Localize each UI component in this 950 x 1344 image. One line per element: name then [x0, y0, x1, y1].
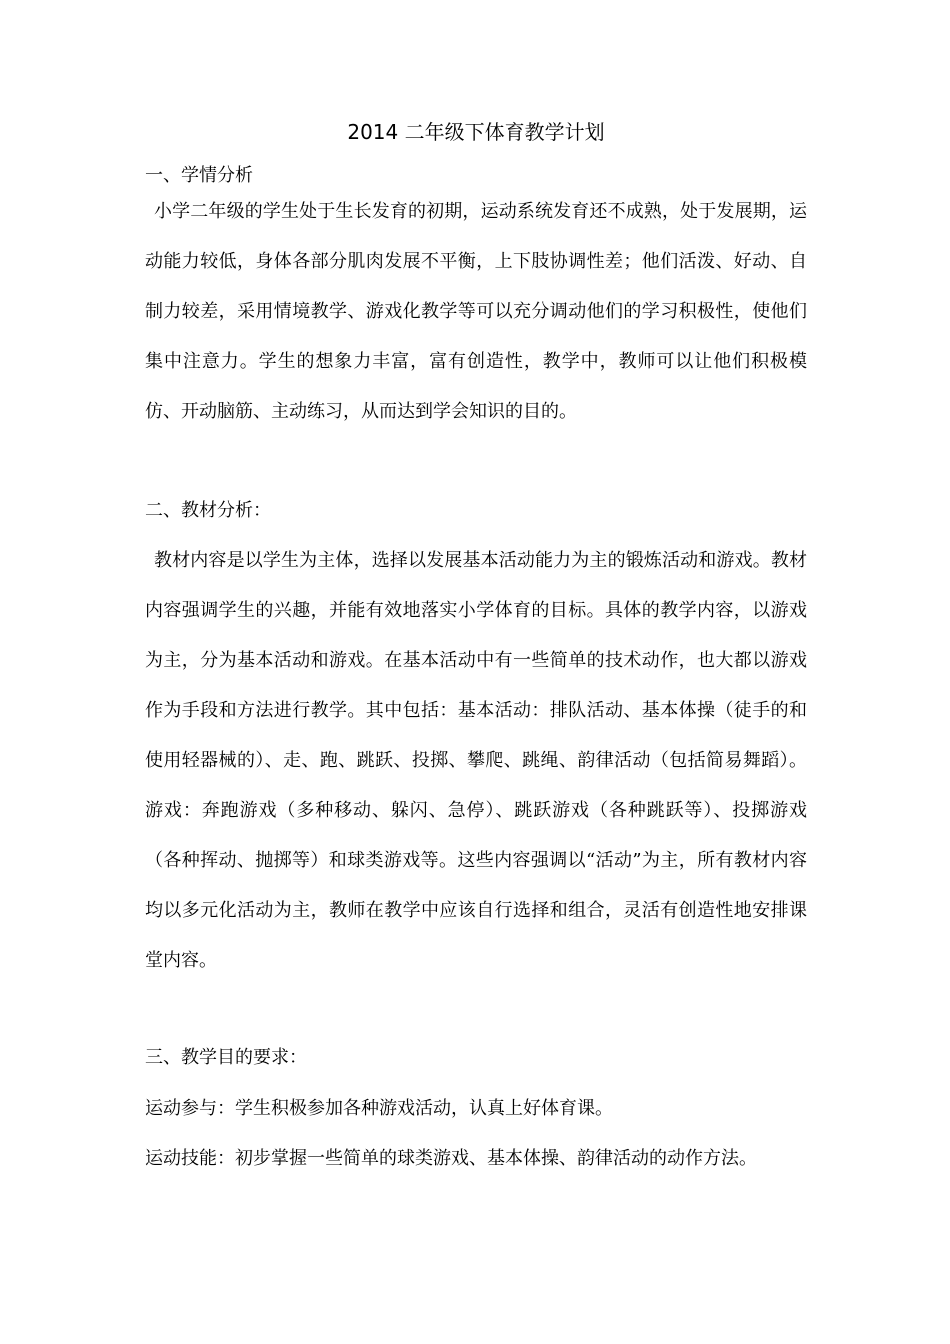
paragraph-student-analysis: 小学二年级的学生处于生长发育的初期，运动系统发育还不成熟，处于发展期，运动能力较低，身体各部分肌肉发展不平衡，上下肢协调性差；他们活泼、好动、自制力较差，采用情境教学、游戏化教学等可以充分调动他们的学习积极性，使他们集中注意力。学生的想象力丰富，富有创造性，教学中，教师可以让他们积极模仿、开动脑筋、主动练习，从而达到学会知识的目的。: [145, 201, 807, 422]
section-heading-student-analysis: 一、学情分析: [145, 165, 253, 186]
document-title: 2014 二年级下体育教学计划: [347, 120, 605, 144]
paragraph-sports-participation: 运动参与：学生积极参加各种游戏活动，认真上好体育课。: [145, 1098, 613, 1119]
paragraph-material-analysis: 教材内容是以学生为主体，选择以发展基本活动能力为主的锻炼活动和游戏。教材内容强调学生的兴趣，并能有效地落实小学体育的目标。具体的教学内容，以游戏为主，分为基本活动和游戏。在基本活动中有一些简单的技术动作，也大都以游戏作为手段和方法进行教学。其中包括：基本活动：排队活动、基本体操（徒手的和使用轻器械的）、走、跑、跳跃、投掷、攀爬、跳绳、韵律活动（包括简易舞蹈）。游戏：奔跑游戏（多种移动、躲闪、急停）、跳跃游戏（各种跳跃等）、投掷游戏（各种挥动、抛掷等）和球类游戏等。这些内容强调以“活动”为主，所有教材内容均以多元化活动为主，教师在教学中应该自行选择和组合，灵活有创造性地安排课堂内容。: [145, 550, 807, 971]
paragraph-sports-skills: 运动技能：初步掌握一些简单的球类游戏、基本体操、韵律活动的动作方法。: [145, 1148, 757, 1169]
section-heading-material-analysis: 二、教材分析：: [145, 500, 271, 521]
section-heading-teaching-goals: 三、教学目的要求：: [145, 1047, 307, 1068]
